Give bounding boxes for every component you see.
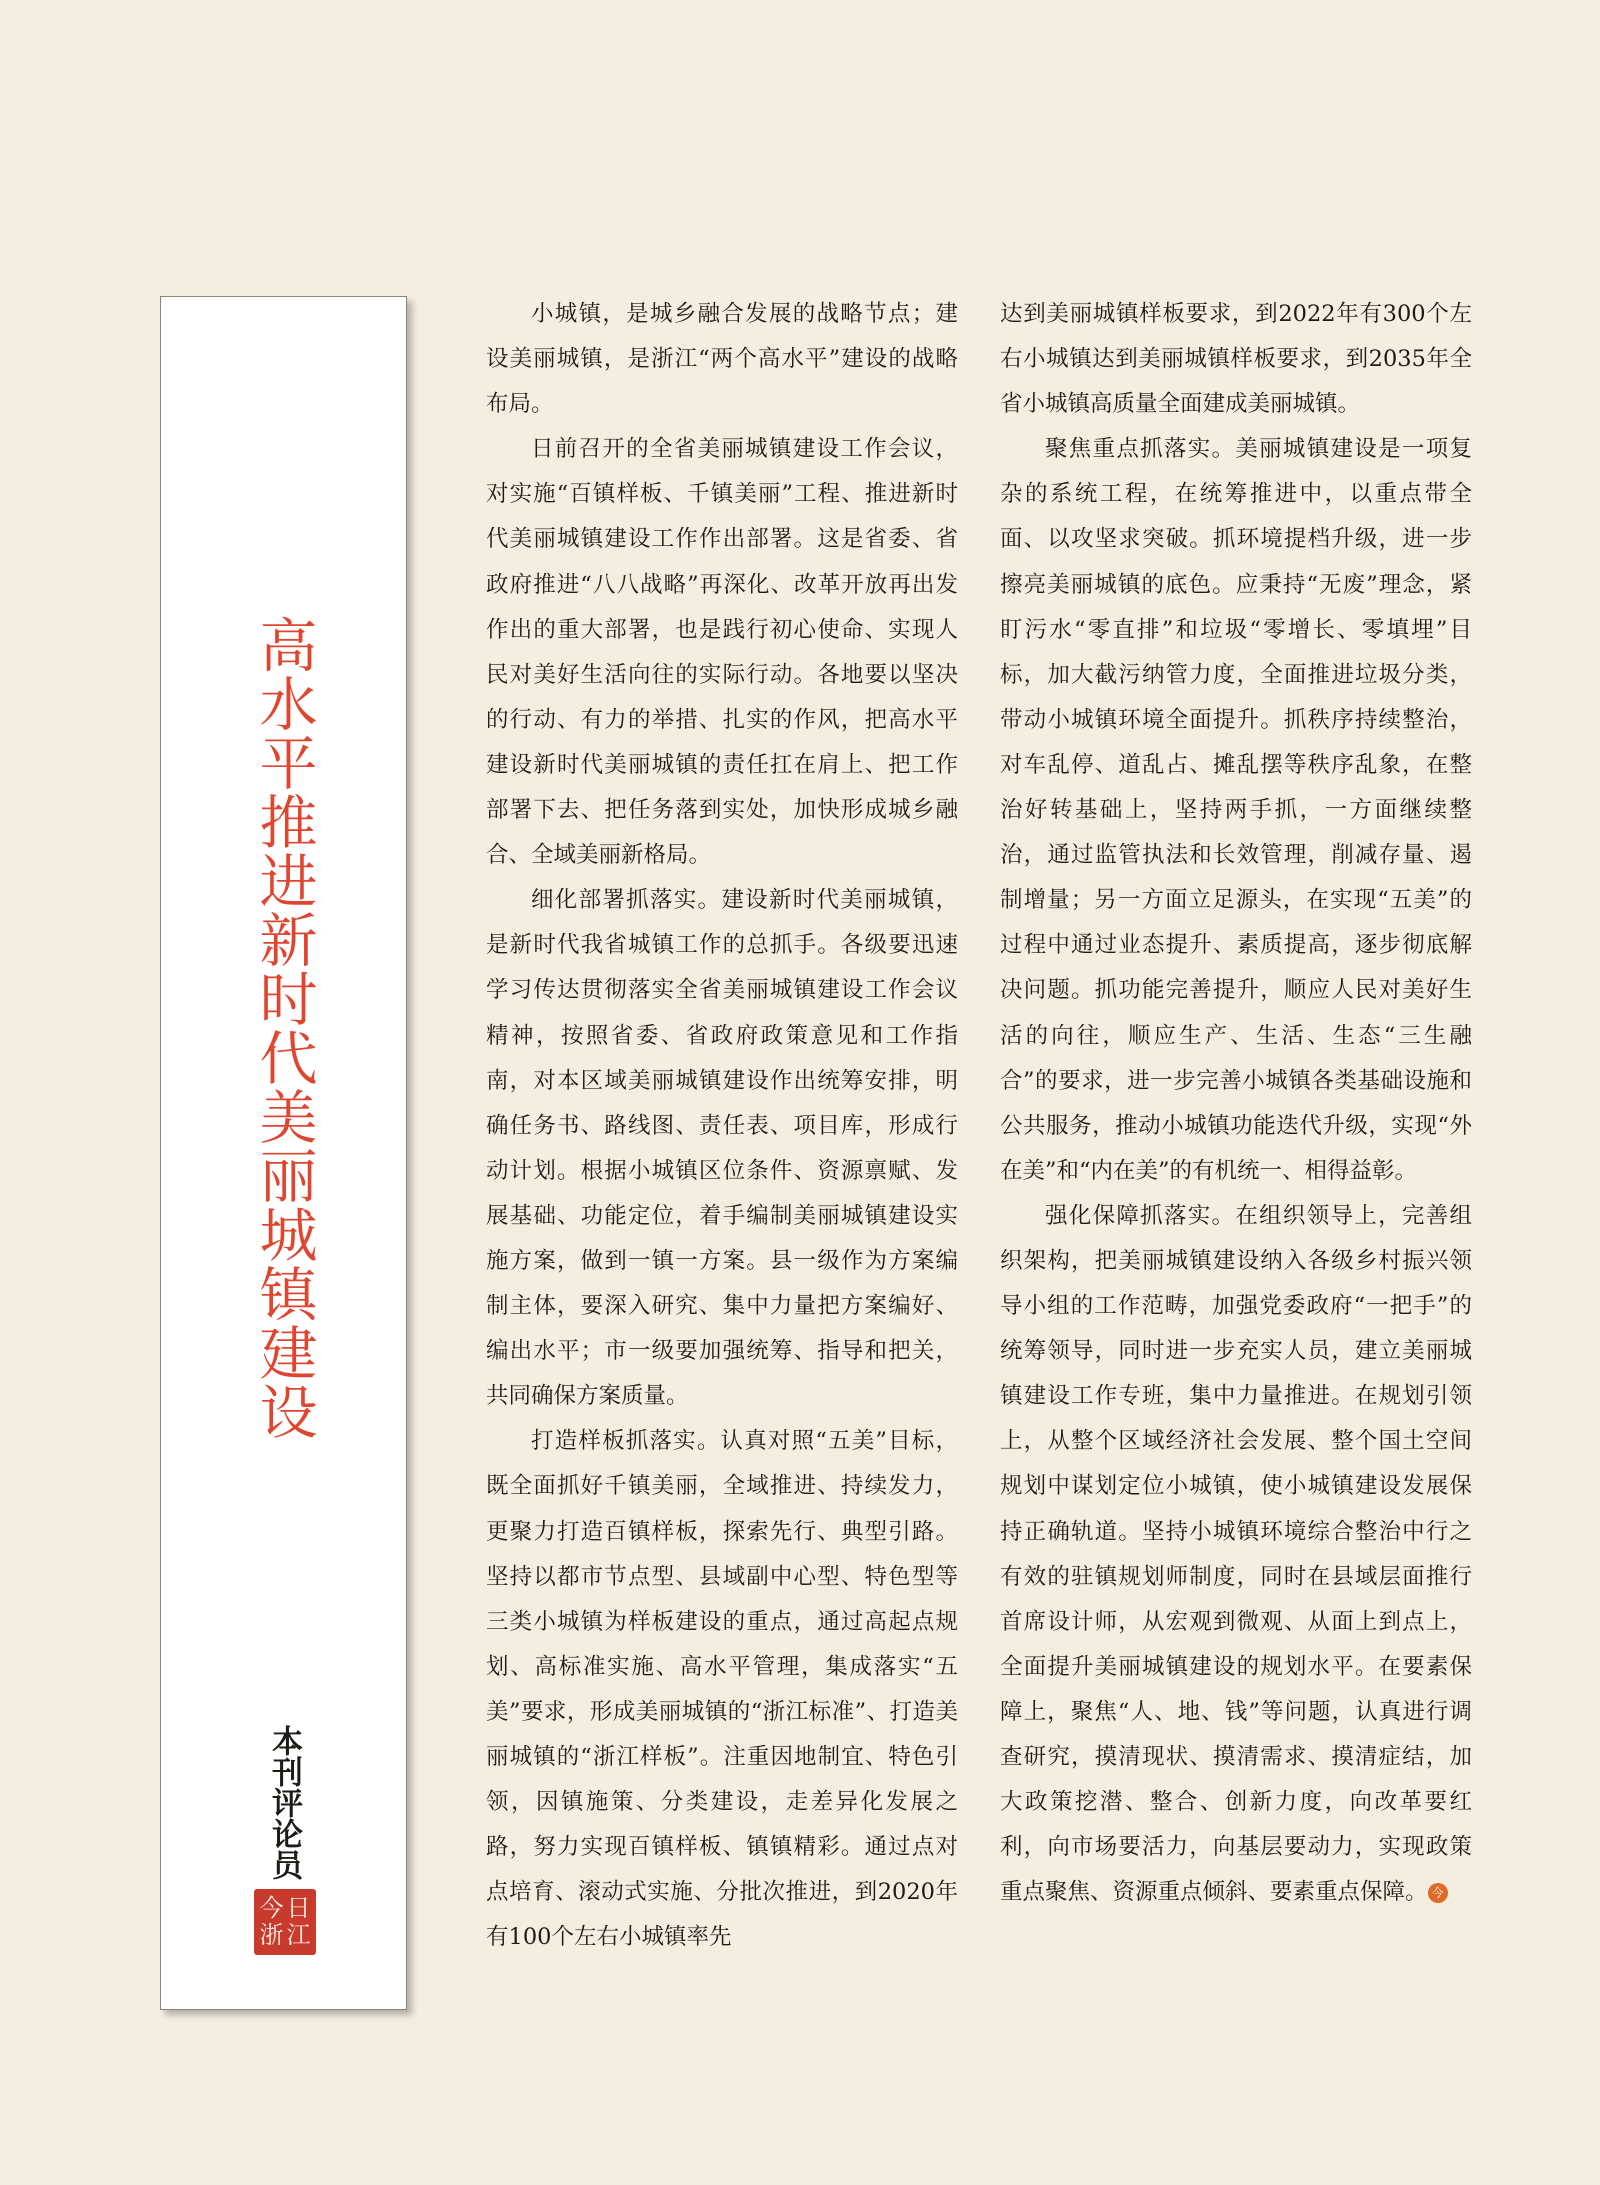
article-column-left <box>486 292 958 1960</box>
paragraph-intro: 小城镇，是城乡融合发展的战略节点；建设美丽城镇，是浙江“两个高水平”建设的战略布局。 <box>486 301 958 418</box>
paragraph-strengthen-support <box>1000 1194 1472 1916</box>
article-column-right <box>1000 292 1472 1915</box>
article-title: 高水平推进新时代美丽城镇建设 <box>249 615 318 1441</box>
paragraph-meeting: 日前召开的全省美丽城镇建设工作会议，对实施“百镇样板、千镇美丽”工程、推进新时代美丽城镇建设工作作出部署。这是省委、省政府推进“八八战略”再深化、改革开放再出发作出的重大部署，也是践行初心使命、实现人民对美好生活向往的实际行动。各地要以坚决的行动、有力的举措、扎实的作风，把高水平建设新时代美丽城镇的责任扛在肩上、把工作部署下去、把任务落到实处，加快形成城乡融合、全域美丽新格局。 <box>486 436 958 869</box>
seal-char: 江 <box>286 1921 311 1949</box>
paragraph-focus-priorities: 聚焦重点抓落实。美丽城镇建设是一项复杂的系统工程，在统筹推进中，以重点带全面、以攻坚求突破。抓环境提档升级，进一步擦亮美丽城镇的底色。应秉持“无废”理念，紧盯污水“零直排”和垃圾“零增长、零填埋”目标，加大截污纳管力度，全面推进垃圾分类，带动小城镇环境全面提升。抓秩序持续整治，对车乱停、道乱占、摊乱摆等秩序乱象，在整治好转基础上，坚持两手抓，一方面继续整治，通过监管执法和长效管理，削减存量、遏制增量；另一方面立足源头，在实现“五美”的过程中通过业态提升、素质提高，逐步彻底解决问题。抓功能完善提升，顺应人民对美好生活的向往，顺应生产、生活、生态“三生融合”的要求，进一步完善小城镇各类基础设施和公共服务，推动小城镇功能迭代升级，实现“外在美”和“内在美”的有机统一、相得益彰。 <box>1000 436 1472 1184</box>
title-sidebar <box>160 296 407 2010</box>
paragraph-build-model: 打造样板抓落实。认真对照“五美”目标，既全面抓好千镇美丽，全域推进、持续发力，更聚力打造百镇样板，探索先行、典型引路。坚持以都市节点型、县域副中心型、特色型等三类小城镇为样板建设的重点，通过高起点规划、高标准实施、高水平管理，集成落实“五美”要求，形成美丽城镇的“浙江标准”、打造美丽城镇的“浙江样板”。注重因地制宜、特色引领，因镇施策、分类建设，走差异化发展之路，努力实现百镇样板、镇镇精彩。通过点对点培育、滚动式实施、分批次推进，到2020年有100个左右小城镇率先 <box>486 1428 958 1951</box>
seal-stamp-icon <box>254 1889 316 1955</box>
end-mark-icon: 今 <box>1428 1883 1448 1903</box>
seal-char: 今 <box>259 1894 284 1922</box>
author-byline: 本刊评论员 <box>266 1725 302 1880</box>
seal-char: 日 <box>286 1894 311 1922</box>
paragraph-refine-deployment: 细化部署抓落实。建设新时代美丽城镇，是新时代我省城镇工作的总抓手。各级要迅速学习传达贯彻落实全省美丽城镇建设工作会议精神，按照省委、省政府政策意见和工作指南，对本区域美丽城镇建设作出统筹安排，明确任务书、路线图、责任表、项目库，形成行动计划。根据小城镇区位条件、资源禀赋、发展基础、功能定位，着手编制美丽城镇建设实施方案，做到一镇一方案。县一级作为方案编制主体，要深入研究、集中力量把方案编好、编出水平；市一级要加强统筹、指导和把关，共同确保方案质量。 <box>486 887 958 1410</box>
paragraph-text: 强化保障抓落实。在组织领导上，完善组织架构，把美丽城镇建设纳入各级乡村振兴领导小组的工作范畴，加强党委政府“一把手”的统筹领导，同时进一步充实人员，建立美丽城镇建设工作专班，集中力量推进。在规划引领上，从整个区域经济社会发展、整个国土空间规划中谋划定位小城镇，使小城镇建设发展保持正确轨道。坚持小城镇环境综合整治中行之有效的驻镇规划师制度，同时在县域层面推行首席设计师，从宏观到微观、从面上到点上，全面提升美丽城镇建设的规划水平。在要素保障上，聚焦“人、地、钱”等问题，认真进行调查研究，摸清现状、摸清需求、摸清症结，加大政策挖潜、整合、创新力度，向改革要红利，向市场要活力，向基层要动力，实现政策重点聚焦、资源重点倾斜、要素重点保障。 <box>1000 1202 1472 1906</box>
seal-char: 浙 <box>259 1921 284 1949</box>
paragraph-build-model-continued: 达到美丽城镇样板要求，到2022年有300个左右小城镇达到美丽城镇样板要求，到2035年全省小城镇高质量全面建成美丽城镇。 <box>1000 301 1472 418</box>
